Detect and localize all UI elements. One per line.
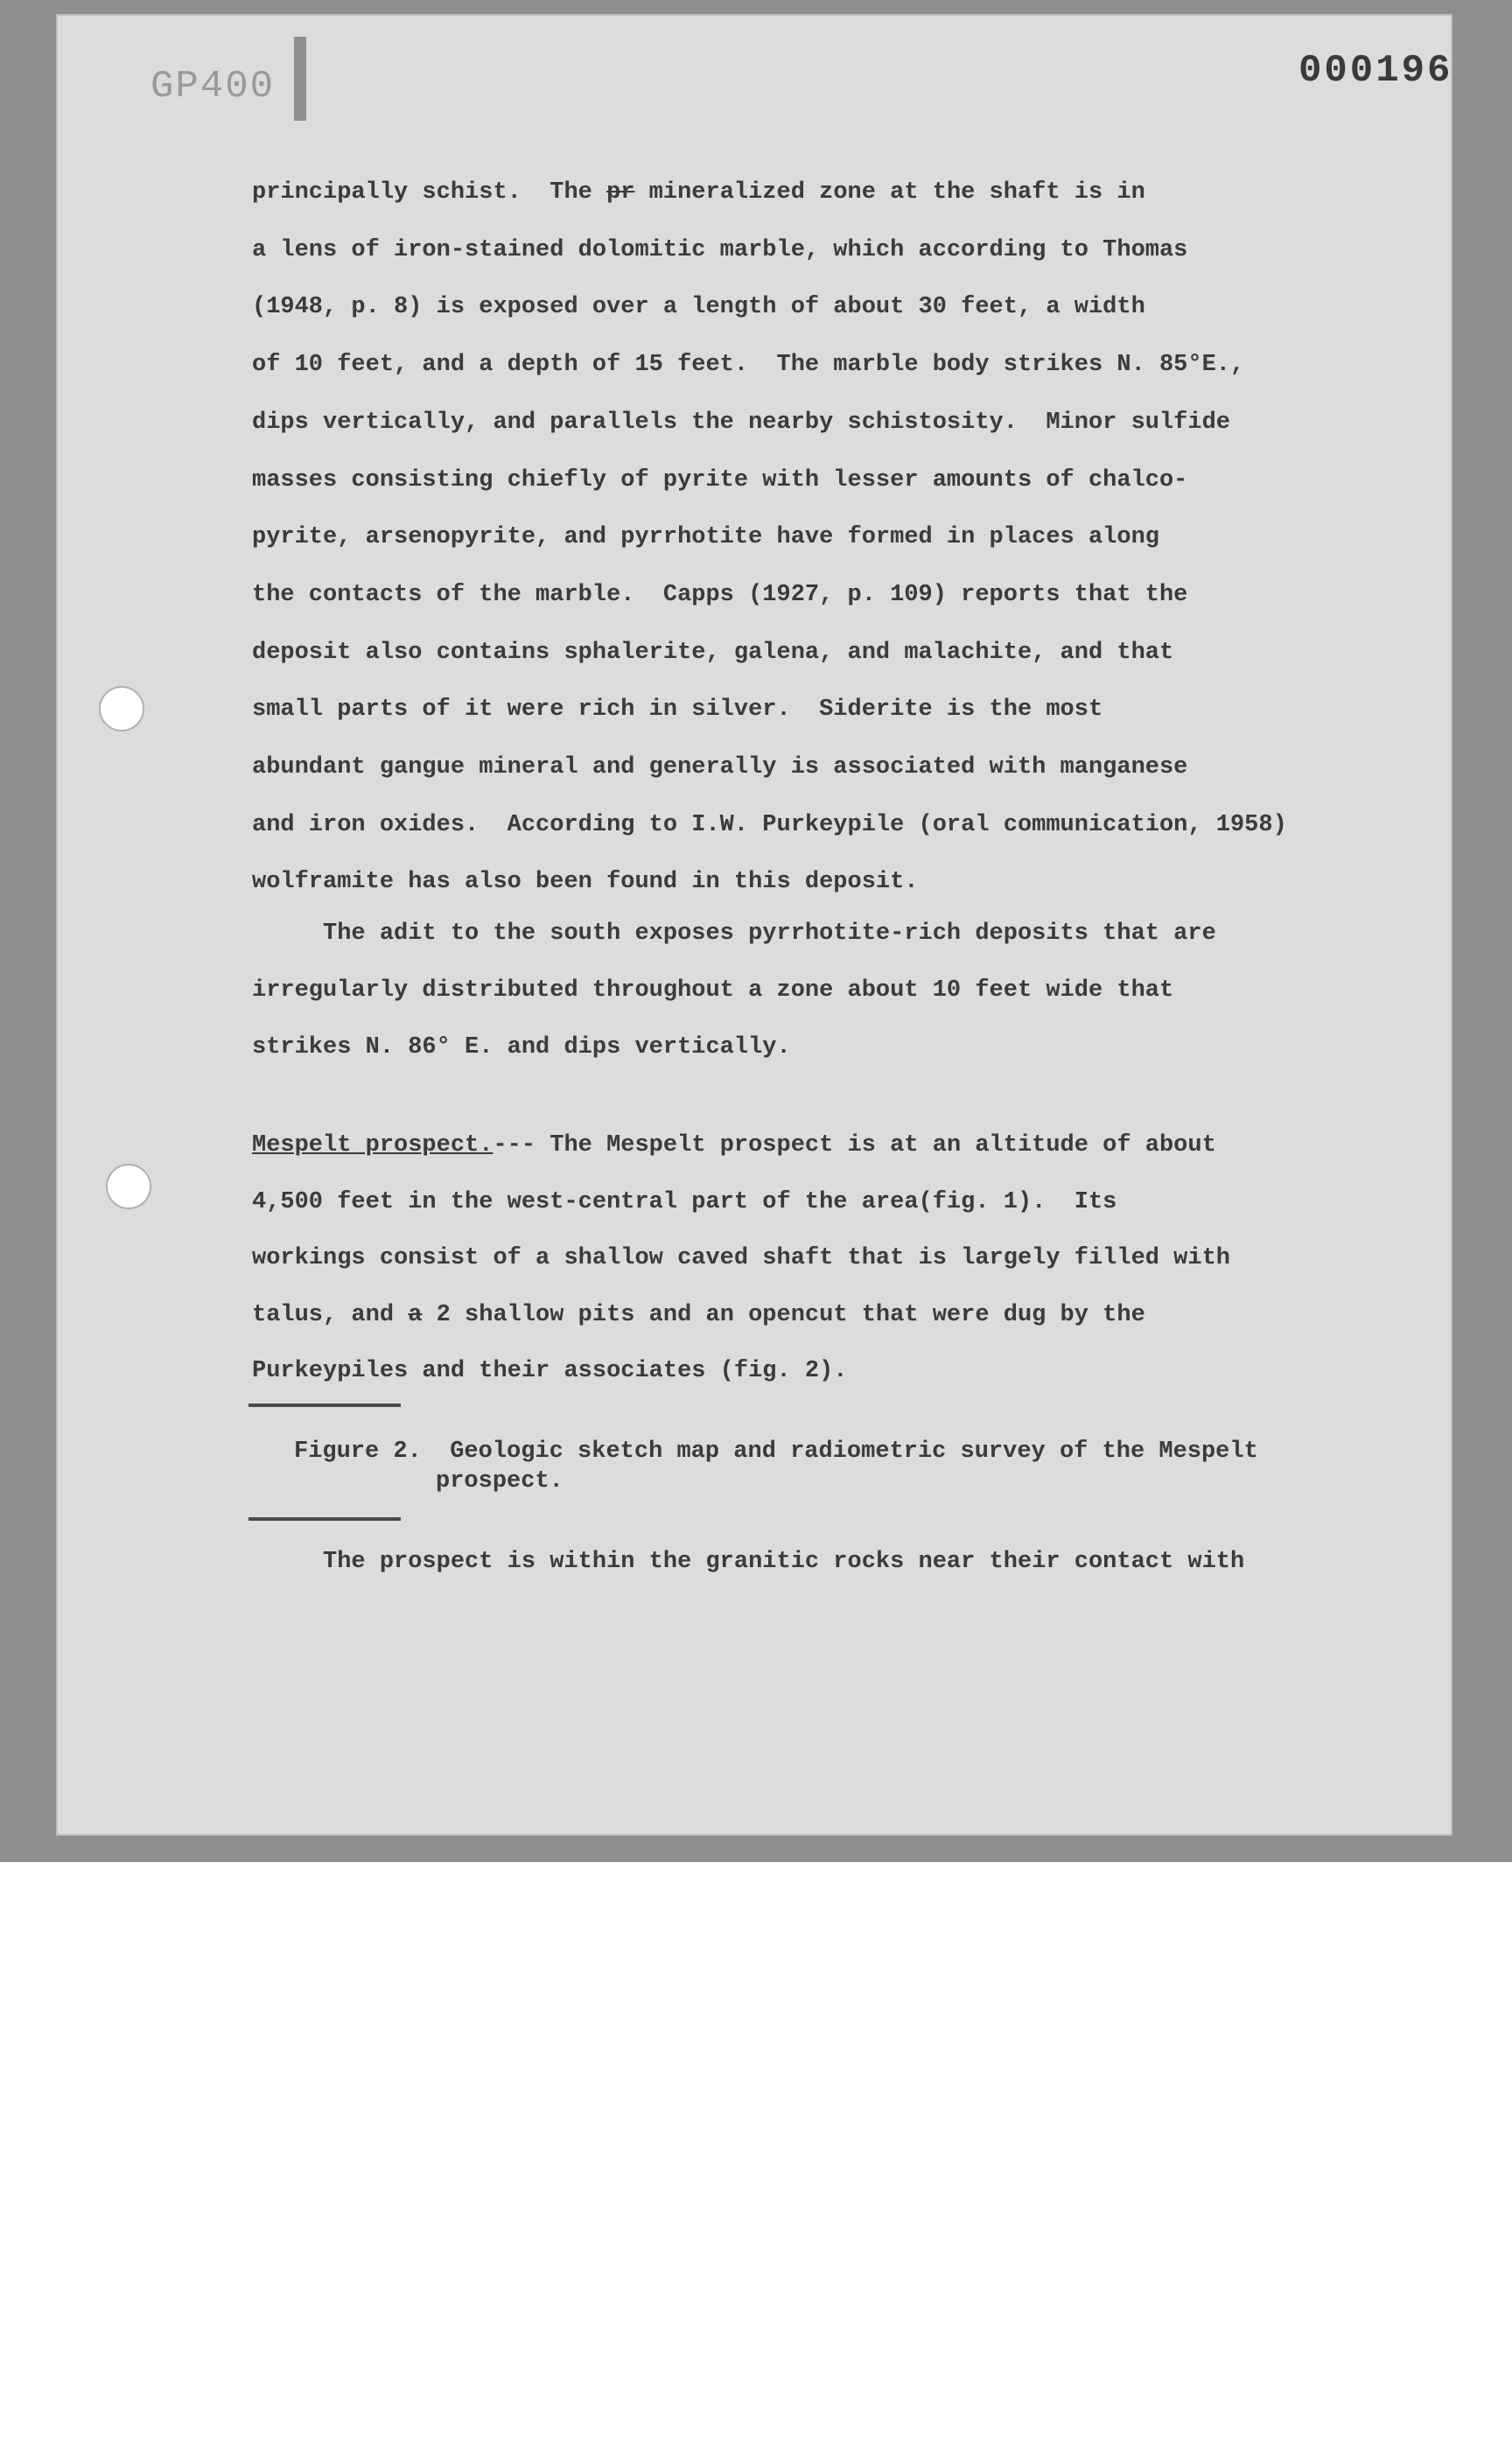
figure-caption: [294, 1437, 1258, 1496]
text-line: dips vertically, and parallels the nearby schistosity. Minor sulfide: [252, 409, 1230, 436]
text-line: a lens of iron-stained dolomitic marble, which according to Thomas: [252, 236, 1188, 263]
figure-rule-top: [248, 1404, 401, 1407]
text-line: 4,500 feet in the west-central part of the area(fig. 1). Its: [252, 1188, 1117, 1215]
struck-text: a: [408, 1301, 423, 1328]
text-line: irregularly distributed throughout a zone about 10 feet wide that: [252, 977, 1174, 1004]
figure-rule-bottom: [248, 1517, 401, 1521]
text-line: abundant gangue mineral and generally is associated with manganese: [252, 754, 1188, 781]
text-line: masses consisting chiefly of pyrite with lesser amounts of chalco-: [252, 466, 1188, 494]
text-line: deposit also contains sphalerite, galena, and malachite, and that: [252, 639, 1174, 666]
text-line: Purkeypiles and their associates (fig. 2).: [252, 1358, 848, 1384]
text-line: small parts of it were rich in silver. Siderite is the most: [252, 696, 1103, 724]
figure-caption-text: Geologic sketch map and radiometric survey of the Mespelt prospect.: [436, 1438, 1258, 1494]
figure-label: Figure 2.: [294, 1438, 422, 1465]
punch-hole-bottom: [106, 1164, 151, 1209]
text-line: the contacts of the marble. Capps (1927, p. 109) reports that the: [252, 581, 1188, 608]
text-line: The adit to the south exposes pyrrhotite-rich deposits that are: [252, 920, 1216, 947]
text-line: (1948, p. 8) is exposed over a length of about 30 feet, a width: [252, 294, 1145, 321]
ghost-stamp: GP400: [150, 65, 276, 108]
text-line: workings consist of a shallow caved shaft that is largely filled with: [252, 1245, 1230, 1271]
section-heading: Mespelt prospect.: [252, 1132, 494, 1158]
text-line: wolframite has also been found in this deposit.: [252, 869, 919, 896]
paragraph-prospect-geology: [252, 1549, 1244, 1575]
punch-hole-top: [99, 686, 144, 732]
binding-mark: [294, 37, 306, 121]
struck-text: pr: [606, 179, 635, 206]
text-line: principally schist. The pr mineralized zone at the shaft is in: [252, 179, 1145, 206]
text-line: strikes N. 86° E. and dips vertically.: [252, 1034, 791, 1060]
text-line: The prospect is within the granitic rocks near their contact with: [252, 1549, 1245, 1575]
paragraph-mespelt-prospect: [252, 1117, 1230, 1400]
text-line: pyrite, arsenopyrite, and pyrrhotite have formed in places along: [252, 524, 1159, 551]
text-line: and iron oxides. According to I.W. Purkeypile (oral communication, 1958): [252, 811, 1287, 838]
paragraph-adit: [252, 906, 1216, 1076]
text-line: of 10 feet, and a depth of 15 feet. The marble body strikes N. 85°E.,: [252, 352, 1245, 379]
text-line: talus, and a 2 shallow pits and an opencut that were dug by the: [252, 1301, 1145, 1328]
paragraph-shaft-description: [252, 164, 1287, 912]
page-number: 000196: [1298, 49, 1453, 93]
text-line: Mespelt prospect.--- The Mespelt prospect is at an altitude of about: [252, 1132, 1216, 1158]
